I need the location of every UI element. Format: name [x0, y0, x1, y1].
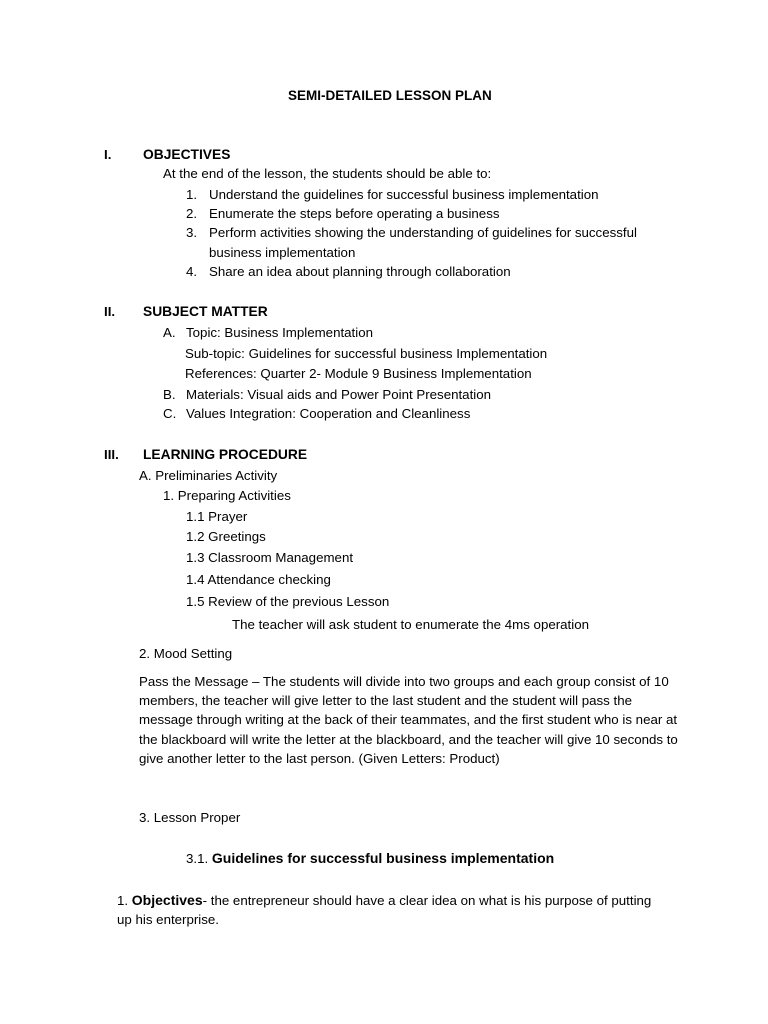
objective-text: Share an idea about planning through collaboration — [209, 264, 511, 279]
guidelines-title: Guidelines for successful business implementation — [211, 850, 555, 866]
step-item: 1.2 Greetings — [186, 529, 266, 544]
list-letter: A. — [163, 325, 176, 340]
objective-number: 2. — [186, 206, 198, 221]
page-title: SEMI-DETAILED LESSON PLAN — [288, 88, 492, 103]
preparing-activities: 1. Preparing Activities — [163, 488, 291, 503]
objective-number: 1. — [186, 187, 198, 202]
mood-setting: 2. Mood Setting — [139, 646, 233, 661]
pass-the-message-paragraph: Pass the Message – The students will divide into two groups and each group consist of 10 members, the teacher will give letter to the last student and the student will pass the message through writing at the back of their teammates, and the first student who is near at the blackboard will write the letter at the blackboard, and the teacher will give 10 seconds to give another letter to the last person. (Given Letters: Product) — [139, 674, 678, 766]
preliminaries-activity: A. Preliminaries Activity — [139, 468, 278, 483]
topic-text: Topic: Business Implementation — [186, 325, 373, 340]
section-numeral-1: I. — [104, 147, 112, 162]
list-letter: B. — [163, 387, 176, 402]
objectives-guideline-paragraph — [117, 891, 657, 929]
step-item: 1.5 Review of the previous Lesson — [186, 594, 390, 609]
subtopic-text: Sub-topic: Guidelines for successful business Implementation — [185, 346, 548, 361]
guideline-number: 1. — [117, 893, 129, 908]
objective-text: Perform activities showing the understanding of guidelines for successful — [209, 225, 637, 240]
section-numeral-2: II. — [104, 304, 116, 319]
objective-text: Enumerate the steps before operating a business — [209, 206, 500, 221]
section-heading-objectives: OBJECTIVES — [143, 147, 231, 162]
review-note: The teacher will ask student to enumerate the 4ms operation — [232, 617, 589, 632]
values-text: Values Integration: Cooperation and Cleanliness — [186, 406, 471, 421]
step-item: 1.4 Attendance checking — [186, 572, 331, 587]
list-letter: C. — [163, 406, 177, 421]
step-item: 1.1 Prayer — [186, 509, 248, 524]
objective-number: 3. — [186, 225, 198, 240]
objective-number: 4. — [186, 264, 198, 279]
guidelines-heading — [186, 849, 554, 868]
guidelines-number: 3.1. — [186, 851, 209, 866]
section-numeral-3: III. — [104, 447, 119, 462]
objective-text-continued: business implementation — [209, 245, 356, 260]
section-heading-learning-procedure: LEARNING PROCEDURE — [143, 447, 308, 462]
objectives-intro: At the end of the lesson, the students should be able to: — [163, 166, 492, 181]
objective-text: Understand the guidelines for successful business implementation — [209, 187, 599, 202]
step-item: 1.3 Classroom Management — [186, 550, 354, 565]
section-heading-subject-matter: SUBJECT MATTER — [143, 304, 268, 319]
materials-text: Materials: Visual aids and Power Point Presentation — [186, 387, 492, 402]
guideline-text: - the entrepreneur should have a clear idea on what is his purpose of putting up his enterprise. — [117, 893, 652, 928]
guideline-label: Objectives — [131, 892, 203, 908]
lesson-proper: 3. Lesson Proper — [139, 810, 241, 825]
references-text: References: Quarter 2- Module 9 Business Implementation — [185, 366, 532, 381]
